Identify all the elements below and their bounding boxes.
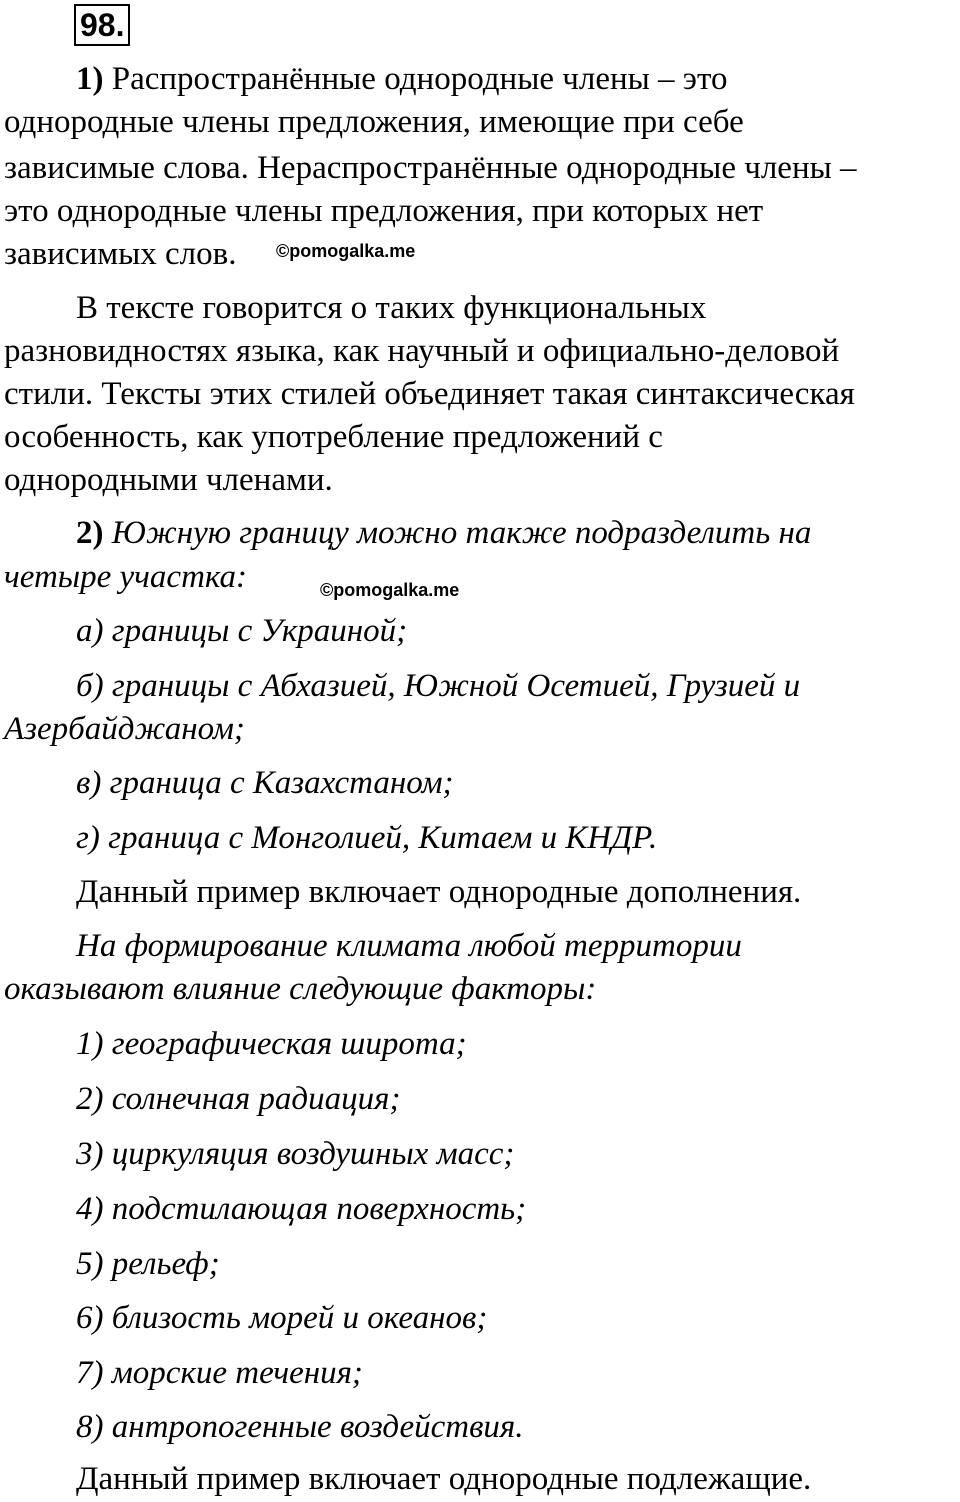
part2-intro-line-2: четыре участка:: [4, 559, 248, 595]
part1-para2-line-4: особенность, как употребление предложений с: [4, 419, 663, 455]
conclusion-1: Данный пример включает однородные дополнения.: [76, 874, 802, 910]
part1-line-1: 1) Распространённые однородные члены – это: [76, 61, 728, 97]
factor-item-2: 2) солнечная радиация;: [76, 1081, 401, 1117]
conclusion-2: Данный пример включает однородные подлежащие.: [76, 1461, 812, 1497]
part1-para2-line-1: В тексте говорится о таких функциональных: [76, 290, 707, 326]
border-item-g: г) граница с Монголией, Китаем и КНДР.: [76, 820, 658, 856]
factor-item-1: 1) географическая широта;: [76, 1026, 467, 1062]
factor-item-7: 7) морские течения;: [76, 1355, 363, 1391]
watermark-2: ©pomogalka.me: [320, 580, 460, 600]
border-item-v: в) граница с Казахстаном;: [76, 765, 454, 801]
factor-item-5: 5) рельеф;: [76, 1246, 220, 1282]
border-item-b: б) границы с Абхазией, Южной Осетией, Грузией и: [76, 668, 801, 704]
part1-line-2: однородные члены предложения, имеющие при себе: [4, 104, 744, 140]
border-item-b-cont: Азербайджаном;: [4, 711, 245, 747]
part2-intro-line-1: 2) Южную границу можно также подразделить на: [76, 515, 812, 551]
part1-label: 1): [76, 61, 104, 97]
watermark: ©pomogalka.me: [276, 241, 416, 261]
factor-item-8: 8) антропогенные воздействия.: [76, 1409, 524, 1445]
border-item-a: а) границы с Украиной;: [76, 613, 408, 649]
part1-line-4: это однородные члены предложения, при которых нет: [4, 193, 764, 229]
factor-item-6: 6) близость морей и океанов;: [76, 1300, 488, 1336]
factor-item-4: 4) подстилающая поверхность;: [76, 1191, 527, 1227]
exercise-number: 98.: [74, 4, 130, 46]
part1-para2-line-3: стили. Тексты этих стилей объединяет такая синтаксическая: [4, 376, 855, 412]
climate-intro-line-2: оказывают влияние следующие факторы:: [4, 971, 597, 1007]
climate-intro-line-1: На формирование климата любой территории: [76, 928, 742, 964]
part1-line-3: зависимые слова. Нераспространённые однородные члены –: [4, 150, 857, 186]
factor-item-3: 3) циркуляция воздушных масс;: [76, 1136, 515, 1172]
part1-para2-line-5: однородными членами.: [4, 462, 333, 498]
part2-label: 2): [76, 515, 104, 551]
part1-line-5: зависимых слов.: [4, 236, 237, 272]
part1-para2-line-2: разновидностях языка, как научный и официально-деловой: [4, 333, 840, 369]
